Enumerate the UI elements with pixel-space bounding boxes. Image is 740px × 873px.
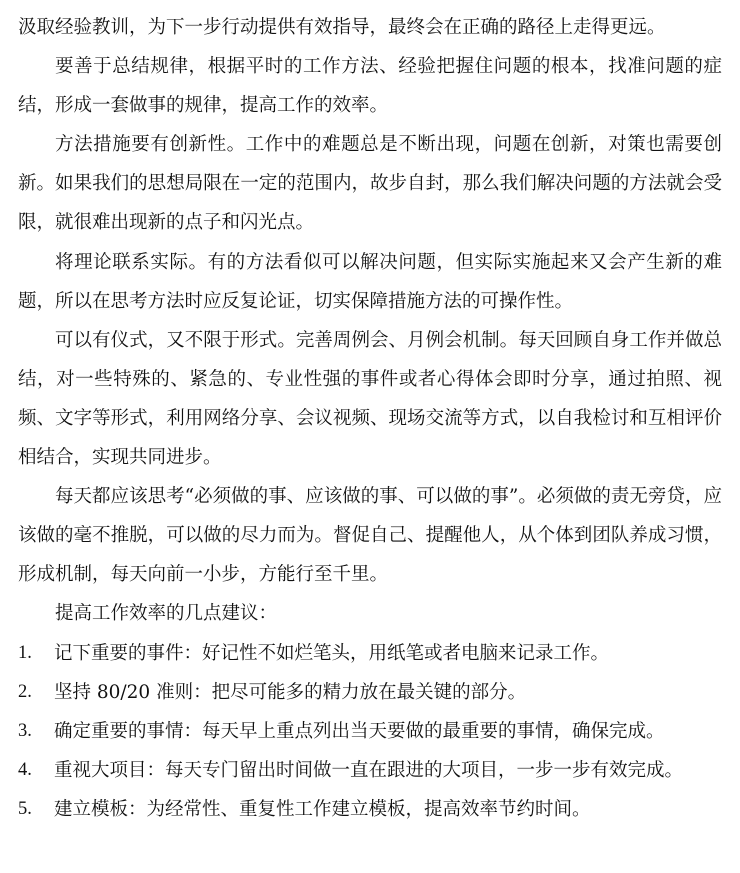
list-number: 3. xyxy=(18,720,32,741)
paragraph: 每天都应该思考“必须做的事、应该做的事、可以做的事”。必须做的责无旁贷，应该做的毫不推脱，可以做的尽力而为。督促自己、提醒他人，从个体到团队养成习惯，形成机制，每天向前一小步，方能行至千里。 xyxy=(18,486,722,586)
list-number: 2. xyxy=(18,681,32,702)
paragraph: 方法措施要有创新性。工作中的难题总是不断出现，问题在创新，对策也需要创新。如果我们的思想局限在一定的范围内，故步自封，那么我们解决问题的方法就会受限，就很难出现新的点子和闪光点。 xyxy=(18,134,722,234)
paragraph: 要善于总结规律，根据平时的工作方法、经验把握住问题的根本，找准问题的症结，形成一套做事的规律，提高工作的效率。 xyxy=(18,56,722,117)
list-number: 4. xyxy=(18,759,32,780)
list-number: 1. xyxy=(18,642,32,663)
paragraph: 汲取经验教训，为下一步行动提供有效指导，最终会在正确的路径上走得更远。 xyxy=(18,17,666,38)
list-item xyxy=(18,673,722,712)
list-item-text: 重视大项目：每天专门留出时间做一直在跟进的大项目，一步一步有效完成。 xyxy=(54,759,684,781)
list-heading: 提高工作效率的几点建议： xyxy=(55,603,278,625)
list-item xyxy=(18,712,722,751)
paragraph: 将理论联系实际。有的方法看似可以解决问题，但实际实施起来又会产生新的难题，所以在思考方法时应反复论证，切实保障措施方法的可操作性。 xyxy=(18,251,722,312)
list-item xyxy=(18,790,722,829)
list-item-text: 记下重要的事件：好记性不如烂笔头，用纸笔或者电脑来记录工作。 xyxy=(54,642,610,664)
suggestion-list xyxy=(18,634,722,829)
list-item-text: 确定重要的事情：每天早上重点列出当天要做的最重要的事情，确保完成。 xyxy=(54,720,665,742)
document-page xyxy=(18,8,722,829)
list-item xyxy=(18,751,722,790)
list-item xyxy=(18,634,722,673)
list-number: 5. xyxy=(18,798,32,819)
list-item-text: 建立模板：为经常性、重复性工作建立模板，提高效率节约时间。 xyxy=(54,798,591,820)
list-item-text: 坚持 80/20 准则：把尽可能多的精力放在最关键的部分。 xyxy=(54,681,527,703)
paragraph: 可以有仪式，又不限于形式。完善周例会、月例会机制。每天回顾自身工作并做总结，对一些特殊的、紧急的、专业性强的事件或者心得体会即时分享，通过拍照、视频、文字等形式，利用网络分享、会议视频、现场交流等方式，以自我检讨和互相评价相结合，实现共同进步。 xyxy=(18,329,722,469)
